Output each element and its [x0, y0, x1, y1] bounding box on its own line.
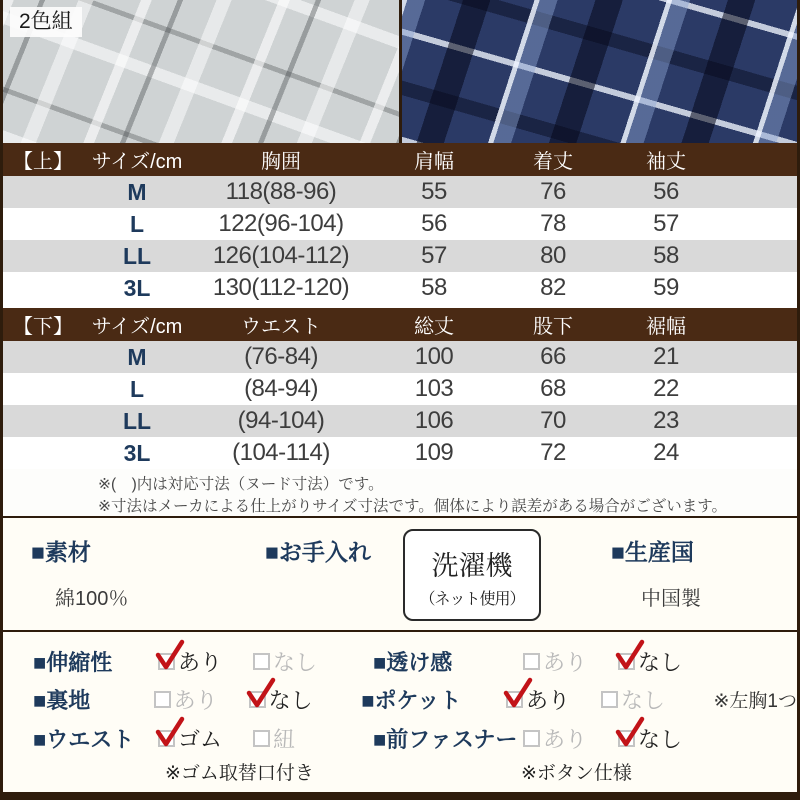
value-cell: 122(96-104) [218, 210, 344, 237]
option-stretch-nashi: なし [253, 646, 348, 677]
feature-label-pocket: ■ポケット [361, 687, 462, 713]
size-cell: LL [122, 407, 152, 434]
value-cell: (94-104) [237, 407, 325, 434]
column-header: ウエスト [241, 316, 321, 338]
checkbox-icon [601, 691, 618, 708]
upper-table-header [3, 143, 797, 176]
option-waist-himo: 紐 [253, 723, 348, 754]
option-pocket-nashi: なし [601, 684, 696, 715]
table-row [3, 405, 797, 437]
feature-label-stretch: ■伸縮性 [33, 649, 113, 675]
red-check-icon [245, 676, 277, 710]
wash-method-note: （ネット使用） [419, 591, 525, 608]
care-heading: ■お手入れ [265, 539, 371, 565]
value-cell: (84-94) [244, 375, 318, 402]
value-cell: 24 [653, 439, 679, 466]
waist-note: ※ゴム取替口付き [165, 763, 314, 784]
pocket-note: ※左胸1つ [713, 690, 797, 712]
column-header: 裾幅 [646, 316, 686, 338]
size-header: サイズ/cm [91, 151, 183, 173]
value-cell: 58 [421, 274, 447, 301]
table-row [3, 240, 797, 272]
red-check-icon [154, 715, 186, 749]
option-lining-nashi: なし [249, 684, 344, 715]
size-cell: L [129, 375, 145, 402]
value-cell: 82 [540, 274, 566, 301]
checkbox-icon [523, 653, 540, 670]
origin-heading: ■生産国 [611, 539, 694, 565]
table-row [3, 208, 797, 240]
checkbox-icon [253, 653, 270, 670]
origin-value: 中国製 [641, 588, 701, 610]
color-set-badge: 2色組 [10, 7, 82, 37]
option-stretch-ari: あり [158, 646, 253, 677]
feature-label-sheer: ■透け感 [373, 649, 453, 675]
measurement-notes [3, 469, 797, 518]
table-row [3, 272, 797, 304]
checkbox-icon [618, 730, 635, 747]
value-cell: 126(104-112) [212, 242, 350, 269]
checkbox-icon [154, 691, 171, 708]
lower-size-table [3, 308, 797, 469]
checkbox-icon [523, 730, 540, 747]
value-cell: 130(112-120) [212, 274, 350, 301]
info-section [3, 518, 797, 632]
material-value: 綿100％ [55, 588, 129, 610]
value-cell: 106 [414, 407, 454, 434]
value-cell: 68 [540, 375, 566, 402]
lower-table-header [3, 308, 797, 341]
note-line: ※( )内は対応寸法（ヌード寸法）です。 [98, 476, 384, 493]
size-cell: M [127, 343, 147, 370]
value-cell: 57 [421, 242, 447, 269]
checkbox-icon [506, 691, 523, 708]
size-header: サイズ/cm [91, 316, 183, 338]
note-line: ※寸法はメーカによる仕上がりサイズ寸法です。個体により誤差がある場合がございます。 [98, 498, 727, 515]
size-cell: 3L [123, 439, 151, 466]
column-header: 股下 [533, 316, 573, 338]
checkbox-icon [158, 730, 175, 747]
value-cell: 80 [540, 242, 566, 269]
navy-plaid-fabric-photo [399, 0, 798, 143]
value-cell: 23 [653, 407, 679, 434]
value-cell: 76 [540, 178, 566, 205]
column-header: 肩幅 [414, 151, 454, 173]
feature-label-waist: ■ウエスト [33, 726, 135, 752]
checkbox-icon [158, 653, 175, 670]
value-cell: 21 [653, 343, 679, 370]
feature-subnotes [3, 758, 797, 784]
section-label: 【下】 [13, 316, 73, 338]
option-sheer-ari: あり [523, 646, 618, 677]
feature-checklist [3, 632, 797, 792]
table-row [3, 437, 797, 469]
gray-plaid-fabric-photo [3, 0, 399, 143]
option-sheer-nashi: なし [618, 646, 713, 677]
value-cell: 70 [540, 407, 566, 434]
fabric-photos [3, 0, 797, 143]
table-row [3, 176, 797, 208]
option-front-zip-ari: あり [523, 723, 618, 754]
value-cell: 78 [540, 210, 566, 237]
value-cell: 72 [540, 439, 566, 466]
red-check-icon [614, 638, 646, 672]
value-cell: 56 [421, 210, 447, 237]
feature-row [3, 680, 797, 718]
feature-label-lining: ■裏地 [33, 687, 91, 713]
value-cell: 66 [540, 343, 566, 370]
size-cell: L [129, 210, 145, 237]
value-cell: (76-84) [244, 343, 318, 370]
value-cell: 58 [653, 242, 679, 269]
option-lining-ari: あり [154, 684, 249, 715]
value-cell: 103 [414, 375, 454, 402]
size-cell: M [127, 178, 147, 205]
value-cell: 56 [653, 178, 679, 205]
front-zip-note: ※ボタン仕様 [521, 763, 632, 784]
column-header: 胸囲 [261, 151, 301, 173]
value-cell: 109 [414, 439, 454, 466]
feature-row [3, 642, 797, 680]
size-cell: 3L [123, 274, 151, 301]
table-row [3, 341, 797, 373]
checkbox-icon [618, 653, 635, 670]
feature-label-front-zip: ■前ファスナー [373, 726, 518, 752]
wash-instruction-box [403, 529, 541, 621]
value-cell: 118(88-96) [225, 178, 337, 205]
value-cell: (104-114) [232, 439, 330, 466]
size-cell: LL [122, 242, 152, 269]
value-cell: 22 [653, 375, 679, 402]
column-header: 総丈 [414, 316, 454, 338]
value-cell: 55 [421, 178, 447, 205]
value-cell: 100 [414, 343, 454, 370]
feature-row [3, 718, 797, 758]
section-label: 【上】 [13, 151, 73, 173]
wash-method: 洗濯機 [431, 551, 513, 581]
upper-size-table [3, 143, 797, 304]
option-waist-gomu: ゴム [158, 723, 253, 754]
red-check-icon [154, 638, 186, 672]
column-header: 袖丈 [646, 151, 686, 173]
checkbox-icon [249, 691, 266, 708]
option-pocket-ari: あり [506, 684, 601, 715]
checkbox-icon [253, 730, 270, 747]
red-check-icon [614, 715, 646, 749]
red-check-icon [502, 676, 534, 710]
value-cell: 59 [653, 274, 679, 301]
material-heading: ■素材 [31, 539, 91, 565]
option-front-zip-nashi: なし [618, 723, 713, 754]
table-row [3, 373, 797, 405]
value-cell: 57 [653, 210, 679, 237]
column-header: 着丈 [533, 151, 573, 173]
